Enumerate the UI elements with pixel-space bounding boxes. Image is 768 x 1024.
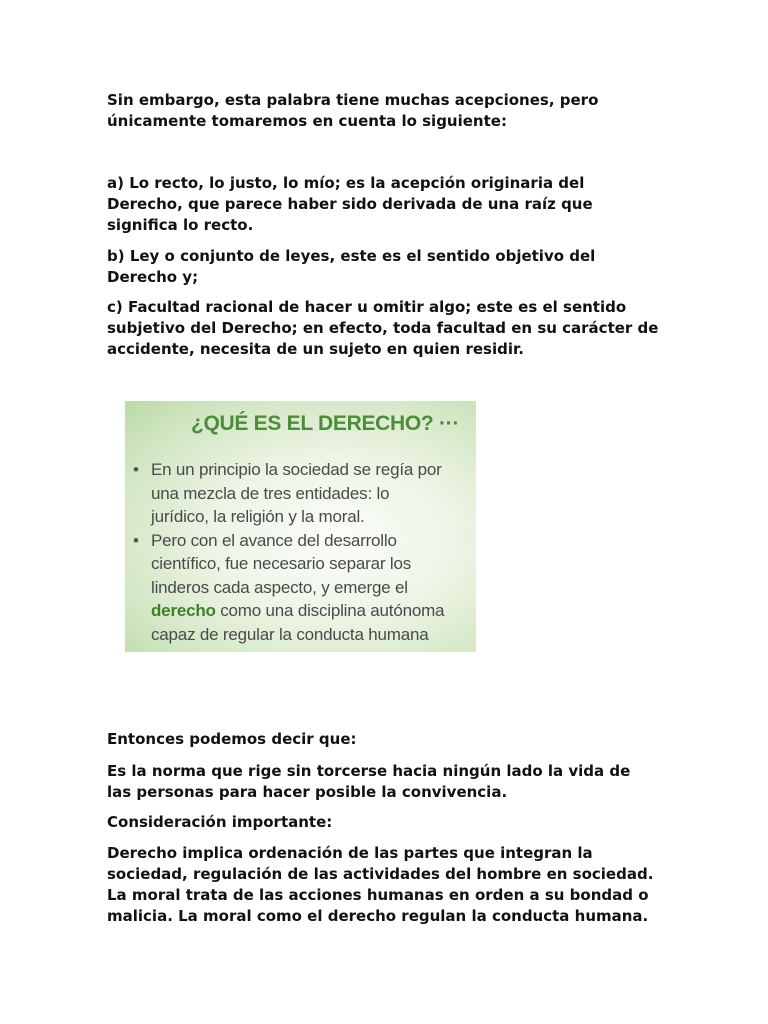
- intro-paragraph: [107, 90, 677, 132]
- emphasized-word: derecho: [151, 601, 216, 620]
- consideration-paragraph: [107, 843, 677, 927]
- slide-bullet-text: como una disciplina autónoma: [215, 601, 445, 620]
- consideration-line: La moral trata de las acciones humanas en orden a su bondad o: [107, 886, 649, 904]
- slide-bullet-line: capaz de regular la conducta humana: [151, 624, 429, 644]
- slide-bullet-line: [151, 599, 471, 623]
- consideration-line: Derecho implica ordenación de las partes que integran la: [107, 844, 593, 862]
- slide-bullet-line: Pero con el avance del desarrollo: [151, 530, 397, 550]
- conclusion-intro: Entonces podemos decir que:: [107, 730, 357, 748]
- item-c-line: c) Facultad racional de hacer u omitir algo; este es el sentido: [107, 298, 627, 316]
- slide-bullet-list: [133, 458, 471, 646]
- item-a-line: a) Lo recto, lo justo, lo mío; es la acepción originaria del: [107, 174, 585, 192]
- slide-bullet-line: una mezcla de tres entidades: lo: [151, 483, 390, 503]
- definition-paragraph: [107, 761, 677, 803]
- definition-line: Es la norma que rige sin torcerse hacia ningún lado la vida de: [107, 762, 631, 780]
- consideration-line: malicia. La moral como el derecho regulan la conducta humana.: [107, 907, 649, 925]
- item-a-line: Derecho, que parece haber sido derivada de una raíz que: [107, 195, 593, 213]
- slide-bullet-line: jurídico, la religión y la moral.: [151, 507, 365, 526]
- derecho-slide-image: [125, 401, 476, 652]
- item-b-line: b) Ley o conjunto de leyes, este es el sentido objetivo del: [107, 247, 596, 265]
- item-c-line: subjetivo del Derecho; en efecto, toda facultad en su carácter de: [107, 319, 659, 337]
- consideration-line: sociedad, regulación de las actividades del hombre en sociedad.: [107, 865, 654, 883]
- slide-title: ¿QUÉ ES EL DERECHO? ···: [191, 412, 460, 435]
- bullet-marker: •: [133, 530, 139, 550]
- intro-line: Sin embargo, esta palabra tiene muchas acepciones, pero: [107, 91, 599, 109]
- item-a-paragraph: [107, 173, 677, 236]
- slide-bullet-line: En un principio la sociedad se regía por: [151, 460, 442, 479]
- slide-bullet-item: [133, 458, 471, 529]
- slide-bullet-line: científico, fue necesario separar los: [151, 554, 412, 573]
- item-c-line: accidente, necesita de un sujeto en quien residir.: [107, 340, 524, 358]
- item-b-paragraph: [107, 246, 677, 288]
- item-a-line: significa lo recto.: [107, 216, 254, 234]
- slide-bullet-line: linderos cada aspecto, y emerge el: [151, 577, 408, 597]
- definition-line: las personas para hacer posible la convivencia.: [107, 783, 508, 801]
- item-c-paragraph: [107, 297, 677, 360]
- intro-line: únicamente tomaremos en cuenta lo siguiente:: [107, 112, 507, 130]
- consideration-heading: Consideración importante:: [107, 813, 333, 831]
- slide-bullet-item: [133, 529, 471, 647]
- item-b-line: Derecho y;: [107, 268, 199, 286]
- bullet-marker: •: [133, 460, 139, 479]
